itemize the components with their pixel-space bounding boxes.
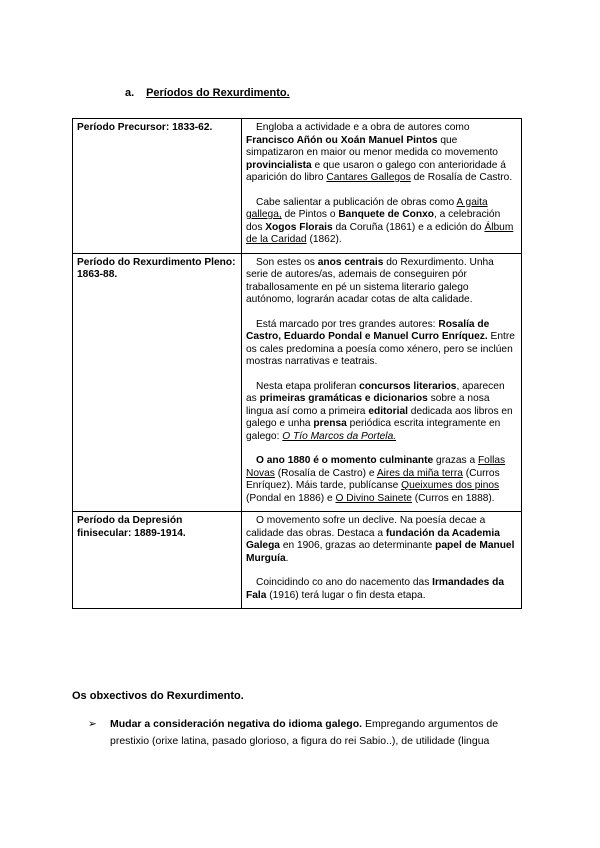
text-run: (Rosalía de Castro) e [274, 467, 377, 479]
description-paragraph [246, 577, 517, 602]
text-run: O Divino Sainete [335, 492, 412, 504]
text-run: Queixumes dos pinos [401, 480, 500, 491]
text-run: que simpatizaron en maior ou menor medida co movemento [246, 134, 498, 158]
objectives-title: Os obxectivos do Rexurdimento. [72, 690, 244, 702]
period-name: Período Precursor: 1833-62. [73, 119, 242, 254]
text-run: Entre os cales predomina a poesía como xénero, pero se inclúen mostras narrativas e teatrais. [246, 331, 515, 367]
description-paragraph [246, 122, 517, 185]
text-run: Álbum de la Caridad [246, 221, 514, 245]
text-run: primeiras gramáticas e dicionarios [259, 393, 428, 404]
text-run: O ano 1880 é o momento culminante [256, 455, 434, 466]
text-run: (Curros Enríquez). Máis tarde, publícanse [246, 467, 500, 491]
text-run: grazas a [433, 455, 478, 466]
section-number: a. [125, 87, 135, 99]
text-run: (1916) terá lugar o fin desta etapa. [266, 589, 426, 601]
text-run: (Curros en 1888). [411, 492, 495, 504]
text-run: Empregando argumentos de prestixio (orixe latina, pasado glorioso, a figura do rei Sabio..), de utilidade (lingua [110, 718, 499, 747]
text-run: . [285, 552, 289, 564]
text-run: anos centrais [317, 256, 384, 268]
period-description [242, 253, 522, 512]
text-run: de Rosalía de Castro. [410, 172, 513, 183]
description-paragraph [246, 257, 517, 307]
arrow-bullet-icon: ➢ [88, 718, 97, 730]
description-paragraph [246, 515, 517, 565]
table-row [73, 253, 522, 512]
text-run: Xogos Florais [265, 221, 333, 233]
text-run: Rosalía de Castro, Eduardo Pondal e Manuel Curro Enríquez. [246, 318, 490, 342]
text-run: (1862). [306, 234, 342, 245]
text-run: de Pintos o [281, 209, 339, 220]
text-run: Mudar a consideración negativa do idioma galego. [110, 718, 363, 730]
text-run: Aires da miña terra [376, 467, 463, 479]
text-run: Cantares Gallegos [326, 172, 411, 183]
text-run: concursos literarios [359, 380, 457, 392]
text-run: sobre a nosa lingua así como a primeira [246, 393, 490, 417]
text-run: Banquete de Conxo [338, 209, 434, 220]
description-paragraph [246, 319, 517, 369]
text-run: Cabe salientar a publicación de obras como [256, 196, 457, 208]
text-run: O Tío Marcos da Portela. [282, 430, 397, 442]
text-run: e que usaron o galego con anterioridade á aparición do libro [246, 159, 506, 183]
period-description [242, 119, 522, 254]
description-paragraph [246, 197, 517, 247]
text-run: provincialista [246, 159, 312, 171]
text-run: periódica escrita integramente en galego: [246, 418, 501, 442]
section-heading [125, 87, 290, 99]
text-run: , aparecen as [246, 380, 505, 404]
text-run: do Rexurdimento. Unha serie de autores/as, ademais de conseguiren pór traballosamente en pé un sistema literario galego autónomo, lograrán acadar cotas de alta calidade. [246, 256, 494, 305]
objective-text [110, 716, 528, 750]
text-run: papel de Manuel Murguía [246, 540, 515, 564]
section-title: Períodos do Rexurdimento. [146, 87, 290, 99]
period-name: Período do Rexurdimento Pleno: 1863-88. [73, 253, 242, 512]
text-run: editorial [368, 405, 408, 417]
text-run: dedicada aos libros en galego e unha [246, 405, 513, 429]
period-name: Período da Depresión finisecular: 1889-1914. [73, 512, 242, 609]
text-run: Coincidindo co ano do nacemento das [256, 577, 433, 588]
text-run: prensa [313, 418, 347, 429]
text-run: O movemento sofre un declive. Na poesía decae a calidade das obras. Destaca a [246, 515, 486, 539]
text-run: (Pondal en 1886) e [246, 492, 336, 504]
text-run: Está marcado por tres grandes autores: [256, 318, 439, 330]
table-row [73, 512, 522, 609]
text-run: da Coruña (1861) e a edición do [332, 221, 485, 233]
periods-table [72, 118, 522, 609]
text-run: Follas Novas [246, 455, 506, 479]
text-run: A gaita gallega, [246, 196, 488, 220]
table-row [73, 119, 522, 254]
text-run: , a celebración dos [246, 209, 501, 233]
period-description [242, 512, 522, 609]
text-run: Son estes os [256, 256, 318, 268]
objective-bullet [88, 716, 528, 750]
text-run: en 1906, grazas ao determinante [279, 540, 436, 551]
text-run: Nesta etapa proliferan [256, 380, 360, 392]
text-run: Irmandades da Fala [246, 577, 505, 601]
text-run: Francisco Añón ou Xoán Manuel Pintos [246, 134, 438, 146]
description-paragraph [246, 455, 517, 505]
description-paragraph [246, 381, 517, 444]
text-run: fundación da Academia Galega [246, 527, 500, 551]
text-run: Engloba a actividade e a obra de autores como [256, 122, 470, 133]
